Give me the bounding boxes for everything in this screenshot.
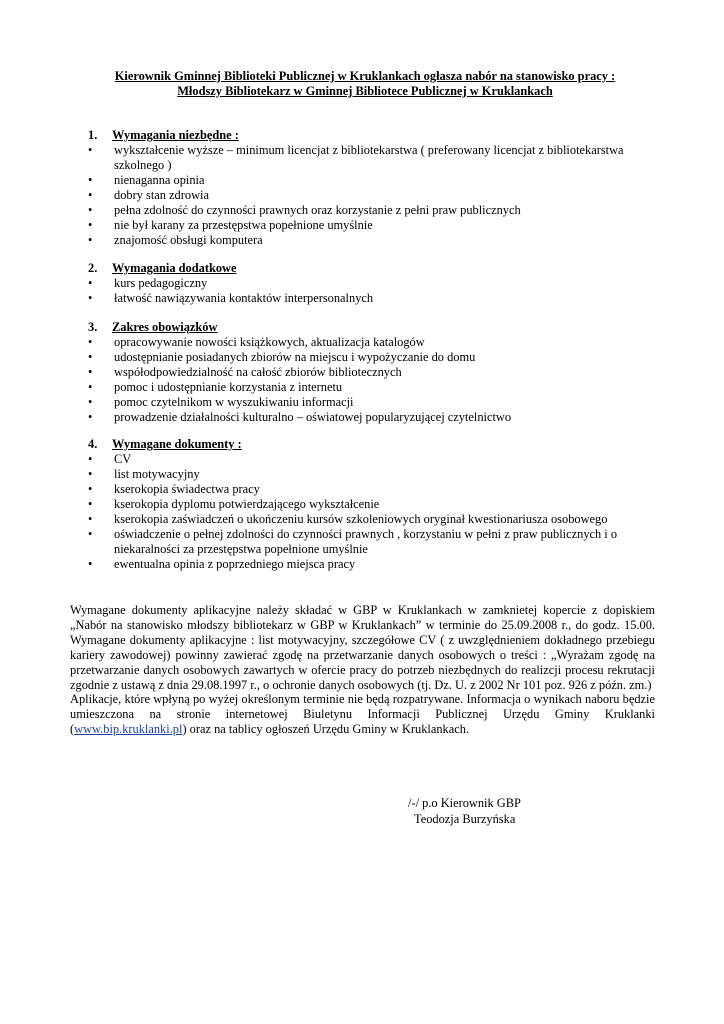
additional-list — [88, 276, 658, 306]
section-requirements — [88, 128, 658, 248]
signature-role: /-/ p.o Kierownik GBP — [408, 796, 521, 810]
bullet: • — [88, 380, 93, 394]
bullet: • — [88, 188, 93, 202]
bullet: • — [88, 482, 93, 496]
list-item: • nie był karany za przestępstwa popełnione umyślnie — [88, 218, 373, 232]
section-number: 1. — [88, 128, 98, 142]
section-number: 2. — [88, 261, 98, 275]
list-item: • pomoc czytelnikom w wyszukiwaniu informacji — [88, 395, 354, 409]
bullet: • — [88, 233, 93, 247]
list-item: • znajomość obsługi komputera — [88, 233, 263, 247]
list-item: • dobry stan zdrowia — [88, 188, 209, 202]
list-item: • udostępnianie posiadanych zbiorów na miejscu i wypożyczanie do domu — [88, 350, 476, 364]
bullet: • — [88, 350, 93, 364]
bullet: • — [88, 452, 93, 466]
bullet: • — [88, 512, 93, 526]
list-item: • pełna zdolność do czynności prawnych oraz korzystanie z pełni praw publicznych — [88, 203, 521, 217]
duties-list — [88, 335, 658, 425]
list-item: • prowadzenie działalności kulturalno – oświatowej popularyzującej czytelnictwo — [88, 410, 512, 424]
instructions-paragraph: Wymagane dokumenty aplikacyjne należy składać w GBP w Kruklankach w zamknietej kopercie z dopiskiem „Nabór na stanowisko młodszy bibliotekarz w GBP w Kruklankach” w terminie do 25.09.2008 r., do godz. 15.00. Wymagane dokumenty aplikacyjne : list motywacyjny, szczegółowe CV ( z uwzględnieniem dokładnego przebiegu kariery zawodowej) powinny zawierać zgodę na przetwarzanie danych osobowych o treści : „Wyrażam zgodę na przetwarzanie danych osobowych zawartych w ofercie pracy do potrzeb niezbędnych do realizcji procesu rekrutacji zgodnie z ustawą z dnia 29.08.1997 r., o ochronie danych osobowych (tj. Dz. U. z 2002 Nr 101 poz. 926 z późn. zm.) — [70, 603, 655, 692]
section-number: 4. — [88, 437, 98, 451]
list-item: • kserokopia świadectwa pracy — [88, 482, 260, 496]
bullet: • — [88, 203, 93, 217]
list-item: • list motywacyjny — [88, 467, 200, 481]
results-paragraph: Aplikacje, które wpłyną po wyżej określonym terminie nie będą rozpatrywane. Informacja o wynikach naboru będzie umieszczona na stronie internetowej Biuletynu Informacji Publicznej Urzędu Gminy Kruklanki (www.bip.kruklanki.pl) oraz na tablicy ogłoszeń Urzędu Gminy w Kruklankach. — [70, 692, 655, 737]
list-item: • kserokopia dyplomu potwierdzającego wykształcenie — [88, 497, 380, 511]
bullet: • — [88, 497, 93, 511]
title-line-1: Kierownik Gminnej Biblioteki Publicznej w Kruklankach ogłasza nabór na stanowisko pracy : — [114, 69, 616, 83]
bullet: • — [88, 276, 93, 290]
list-item: • łatwość nawiązywania kontaktów interpersonalnych — [88, 291, 374, 305]
bullet: • — [88, 218, 93, 232]
bullet: • — [88, 365, 93, 379]
bullet: • — [88, 291, 93, 305]
bullet: • — [88, 143, 93, 157]
documents-list — [88, 452, 658, 572]
section-documents — [88, 437, 658, 572]
section-title: Wymagane dokumenty : — [112, 437, 242, 451]
list-item: • CV — [88, 452, 132, 466]
announcement-title — [70, 69, 660, 99]
section-title: Wymagania niezbędne : — [112, 128, 239, 142]
section-title: Wymagania dodatkowe — [112, 261, 237, 275]
signature-block — [408, 796, 521, 827]
list-item: • opracowywanie nowości książkowych, aktualizacja katalogów — [88, 335, 425, 349]
bullet: • — [88, 395, 93, 409]
list-item: • ewentualna opinia z poprzedniego miejsca pracy — [88, 557, 356, 571]
list-item: • kurs pedagogiczny — [88, 276, 208, 290]
list-item: • współodpowiedzialność na całość zbiorów bibliotecznych — [88, 365, 402, 379]
bullet: • — [88, 410, 93, 424]
list-item: • pomoc i udostępnianie korzystania z internetu — [88, 380, 343, 394]
bullet: • — [88, 557, 93, 571]
list-item: • wykształcenie wyższe – minimum licencjat z bibliotekarstwa ( preferowany licencjat z bibliotekarstwa szkolnego ) — [88, 143, 624, 172]
section-number: 3. — [88, 320, 98, 334]
bullet: • — [88, 173, 93, 187]
bullet: • — [88, 467, 93, 481]
signature-name: Teodozja Burzyńska — [414, 811, 516, 826]
list-item: • oświadczenie o pełnej zdolności do czynności prawnych , korzystaniu w pełni z praw publicznych i o niekaralności za przestępstwa popełnione umyślnie — [88, 527, 618, 556]
requirements-list — [88, 143, 658, 248]
list-item: • kserokopia zaświadczeń o ukończeniu kursów szkoleniowych oryginał kwestionariusza osobowego — [88, 512, 608, 526]
bip-link[interactable]: www.bip.kruklanki.pl — [74, 722, 183, 737]
bullet: • — [88, 335, 93, 349]
bullet: • — [88, 527, 93, 541]
list-item: • nienaganna opinia — [88, 173, 205, 187]
section-additional — [88, 261, 658, 306]
section-duties — [88, 320, 658, 425]
section-title: Zakres obowiązków — [112, 320, 218, 334]
title-line-2: Młodszy Bibliotekarz w Gminnej Bibliotece Publicznej w Kruklankach — [177, 84, 553, 98]
application-instructions — [70, 603, 655, 737]
